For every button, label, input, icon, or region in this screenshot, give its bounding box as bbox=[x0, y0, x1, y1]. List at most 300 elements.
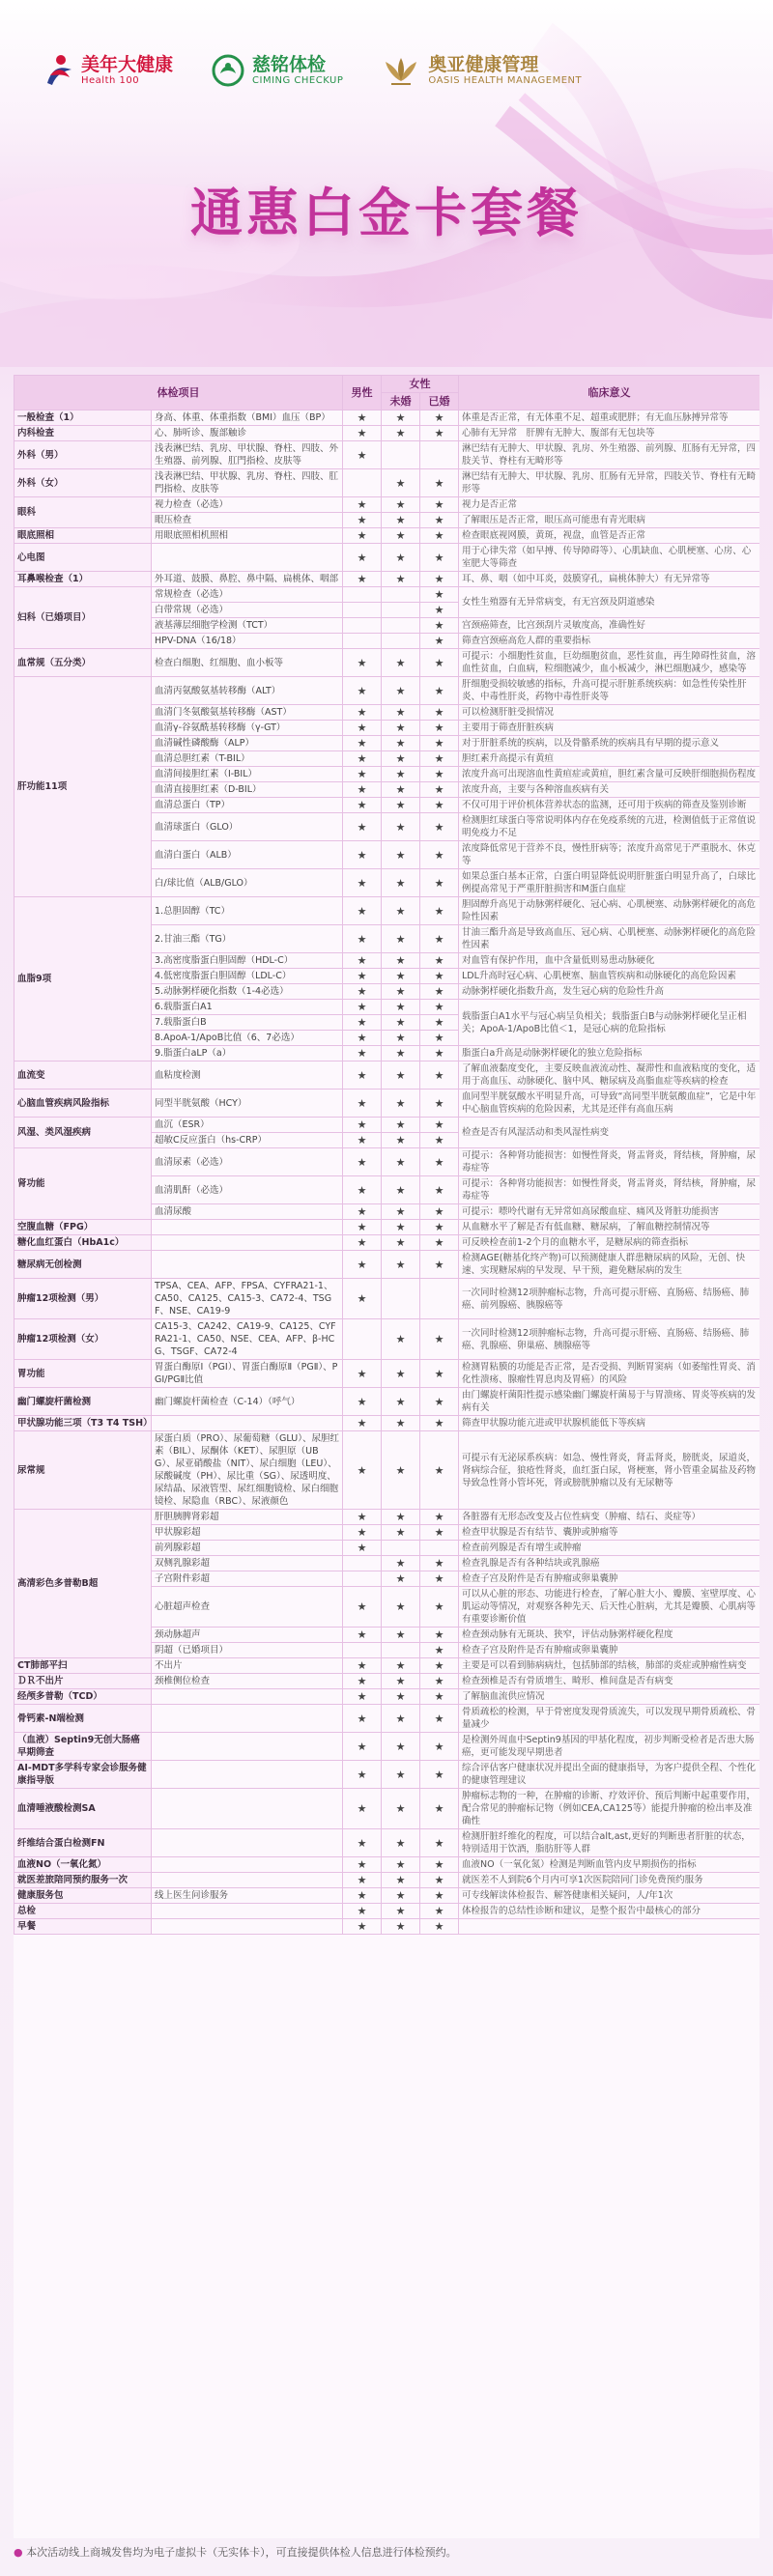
category-cell: 糖化血红蛋白（HbA1c） bbox=[14, 1235, 152, 1251]
item-cell: 线上医生问诊服务 bbox=[152, 1888, 343, 1904]
married-mark: ★ bbox=[420, 677, 459, 705]
unmarried-mark: ★ bbox=[382, 1388, 420, 1416]
unmarried-mark: ★ bbox=[382, 1319, 420, 1360]
married-mark: ★ bbox=[420, 1251, 459, 1279]
unmarried-mark: ★ bbox=[382, 798, 420, 813]
category-cell: 耳鼻喉检查（1） bbox=[14, 572, 152, 587]
category-cell: （血液）Septin9无创大肠癌早期筛查 bbox=[14, 1733, 152, 1761]
male-mark bbox=[343, 1571, 382, 1587]
meaning-cell: 淋巴结有无肿大、甲状腺、乳房、外生殖器、前列腺、肛肠有无异常，四肢关节、脊柱有无畸形等 bbox=[459, 441, 760, 469]
male-mark: ★ bbox=[343, 798, 382, 813]
category-cell: 风湿、类风湿疾病 bbox=[14, 1118, 152, 1148]
item-cell bbox=[152, 1416, 343, 1431]
category-cell: 甲状腺功能三项（T3 T4 TSH） bbox=[14, 1416, 152, 1431]
married-mark: ★ bbox=[420, 544, 459, 572]
unmarried-mark: ★ bbox=[382, 1789, 420, 1829]
item-cell: 血清白蛋白（ALB） bbox=[152, 841, 343, 869]
unmarried-mark: ★ bbox=[382, 813, 420, 841]
unmarried-mark bbox=[382, 603, 420, 618]
male-mark: ★ bbox=[343, 1000, 382, 1015]
meaning-cell: 是检测外周血中Septin9基因的甲基化程度，初步判断受检者是否患大肠癌，更可能发现早期患者 bbox=[459, 1733, 760, 1761]
table-row bbox=[14, 410, 760, 426]
category-cell: 总检 bbox=[14, 1904, 152, 1919]
package-table bbox=[14, 375, 759, 1935]
meaning-cell: 浓度升高，主要与各种溶血疾病有关 bbox=[459, 782, 760, 798]
meaning-cell: 一次同时检测12项肿瘤标志物，升高可提示肝癌、直肠癌、结肠癌、肺癌、乳腺癌、卵巢癌、胰腺癌等 bbox=[459, 1319, 760, 1360]
married-mark: ★ bbox=[420, 618, 459, 634]
unmarried-mark: ★ bbox=[382, 410, 420, 426]
header-meaning: 临床意义 bbox=[459, 376, 760, 410]
unmarried-mark bbox=[382, 1279, 420, 1319]
meaning-cell: 各脏器有无形态改变及占位性病变（肿瘤、结石、炎症等） bbox=[459, 1510, 760, 1525]
married-mark: ★ bbox=[420, 528, 459, 544]
unmarried-mark: ★ bbox=[382, 1204, 420, 1220]
category-cell: 肿瘤12项检测（女） bbox=[14, 1319, 152, 1360]
item-cell: 血清丙氨酸氨基转移酶（ALT） bbox=[152, 677, 343, 705]
footnote bbox=[14, 2544, 457, 2560]
meaning-cell: 检测AGE(糖基化终产物)可以预测健康人群患糖尿病的风险，无创、快速、实现糖尿病的早发现、早干预，避免糖尿病的发生 bbox=[459, 1251, 760, 1279]
table-row bbox=[14, 1789, 760, 1829]
male-mark: ★ bbox=[343, 1031, 382, 1046]
unmarried-mark: ★ bbox=[382, 1733, 420, 1761]
table-row bbox=[14, 1319, 760, 1360]
item-cell: 血清门冬氨酸氨基转移酶（AST） bbox=[152, 705, 343, 721]
category-cell: 糖尿病无创检测 bbox=[14, 1251, 152, 1279]
item-cell bbox=[152, 1235, 343, 1251]
male-mark: ★ bbox=[343, 649, 382, 677]
item-cell: 浅表淋巴结、乳房、甲状腺、脊柱、四肢、外生殖器、前列腺、肛門指检、皮肤等 bbox=[152, 441, 343, 469]
meaning-cell: 用于心律失常（如早搏、传导障碍等）、心肌缺血、心肌梗塞、心房、心室肥大等筛查 bbox=[459, 544, 760, 572]
table-row bbox=[14, 1904, 760, 1919]
male-mark: ★ bbox=[343, 1761, 382, 1789]
unmarried-mark bbox=[382, 441, 420, 469]
married-mark: ★ bbox=[420, 1643, 459, 1658]
unmarried-mark: ★ bbox=[382, 1220, 420, 1235]
meaning-cell: 检查子宫及附件是否有肿瘤或卵巢囊肿 bbox=[459, 1571, 760, 1587]
table-row bbox=[14, 469, 760, 497]
table-row bbox=[14, 649, 760, 677]
item-cell: 血清球蛋白（GLO） bbox=[152, 813, 343, 841]
logo-name: 美年大健康 bbox=[81, 54, 174, 75]
male-mark: ★ bbox=[343, 1510, 382, 1525]
item-cell bbox=[152, 1873, 343, 1888]
item-cell: 幽门螺旋杆菌检查（C-14）（呼气） bbox=[152, 1388, 343, 1416]
item-cell: 白带常规（必选） bbox=[152, 603, 343, 618]
logo-ciming bbox=[212, 54, 343, 87]
married-mark: ★ bbox=[420, 1829, 459, 1857]
item-cell: 同型半胱氨酸（HCY） bbox=[152, 1090, 343, 1118]
item-cell bbox=[152, 1705, 343, 1733]
bullet-icon: ● bbox=[14, 2546, 23, 2559]
married-mark: ★ bbox=[420, 649, 459, 677]
table-row bbox=[14, 528, 760, 544]
category-cell: 肝功能11项 bbox=[14, 677, 152, 897]
meaning-cell: 检测胆红球蛋白等常说明体内存在免疫系统的亢进，检测值低于正常值说明免疫力不足 bbox=[459, 813, 760, 841]
table-row bbox=[14, 1235, 760, 1251]
married-mark: ★ bbox=[420, 1000, 459, 1015]
item-cell: 常规检查（必选） bbox=[152, 587, 343, 603]
item-cell: 液基薄层细胞学检测（TCT） bbox=[152, 618, 343, 634]
male-mark: ★ bbox=[343, 1525, 382, 1541]
unmarried-mark: ★ bbox=[382, 1118, 420, 1133]
table-row bbox=[14, 1388, 760, 1416]
married-mark: ★ bbox=[420, 1628, 459, 1643]
item-cell: 2.甘油三酯（TG） bbox=[152, 925, 343, 953]
male-mark: ★ bbox=[343, 1090, 382, 1118]
unmarried-mark: ★ bbox=[382, 897, 420, 925]
married-mark: ★ bbox=[420, 410, 459, 426]
meaning-cell: 胆固醇升高见于动脉粥样硬化、冠心病、心肌梗塞、动脉粥样硬化的高危险性因素 bbox=[459, 897, 760, 925]
married-mark: ★ bbox=[420, 426, 459, 441]
item-cell: 胃蛋白酶原Ⅰ（PGⅠ）、胃蛋白酶原Ⅱ（PGⅡ）、PGⅠ/PGⅡ比值 bbox=[152, 1360, 343, 1388]
category-cell: 血清唾液酸检测SA bbox=[14, 1789, 152, 1829]
aoya-logo-icon bbox=[382, 54, 420, 87]
unmarried-mark: ★ bbox=[382, 1919, 420, 1935]
meaning-cell: 综合评估客户健康状况并提出全面的健康指导，为客户提供全程、个性化的健康管理建议 bbox=[459, 1761, 760, 1789]
category-cell: 妇科（已婚项目） bbox=[14, 587, 152, 649]
meaning-cell: 可提示：小细胞性贫血，巨幼细胞贫血，恶性贫血，再生障碍性贫血，溶血性贫血，白血病，粒细胞减少，血小板减少，淋巴细胞减少，感染等 bbox=[459, 649, 760, 677]
unmarried-mark: ★ bbox=[382, 649, 420, 677]
married-mark: ★ bbox=[420, 1319, 459, 1360]
item-cell: 血清尿酸 bbox=[152, 1204, 343, 1220]
unmarried-mark: ★ bbox=[382, 1556, 420, 1571]
married-mark: ★ bbox=[420, 1587, 459, 1628]
category-cell: 心脑血管疾病风险指标 bbox=[14, 1090, 152, 1118]
male-mark: ★ bbox=[343, 1705, 382, 1733]
married-mark: ★ bbox=[420, 721, 459, 736]
male-mark: ★ bbox=[343, 969, 382, 984]
item-cell: 肝胆胰脾肾彩超 bbox=[152, 1510, 343, 1525]
unmarried-mark: ★ bbox=[382, 736, 420, 751]
table-row bbox=[14, 1761, 760, 1789]
item-cell: 6.载脂蛋白A1 bbox=[152, 1000, 343, 1015]
male-mark: ★ bbox=[343, 497, 382, 513]
married-mark: ★ bbox=[420, 1118, 459, 1133]
category-cell: 内科检查 bbox=[14, 426, 152, 441]
category-cell: 眼科 bbox=[14, 497, 152, 528]
unmarried-mark: ★ bbox=[382, 751, 420, 767]
married-mark: ★ bbox=[420, 813, 459, 841]
male-mark: ★ bbox=[343, 1148, 382, 1176]
item-cell: 不出片 bbox=[152, 1658, 343, 1674]
male-mark: ★ bbox=[343, 897, 382, 925]
unmarried-mark: ★ bbox=[382, 1000, 420, 1015]
item-cell: 8.ApoA-1/ApoB比值（6、7必选） bbox=[152, 1031, 343, 1046]
married-mark: ★ bbox=[420, 1062, 459, 1090]
item-cell: 4.低密度脂蛋白胆固醇（LDL-C） bbox=[152, 969, 343, 984]
meaning-cell: 可以从心脏的形态、功能进行检查，了解心脏大小、瓣膜、室壁厚度、心肌运动等情况，对观察各种先天、后天性心脏病，尤其是瓣膜、心肌病等有重要诊断价值 bbox=[459, 1587, 760, 1628]
meaning-cell: 检查眼底视网膜，黄斑，视盘，血管是否正常 bbox=[459, 528, 760, 544]
item-cell: 前列腺彩超 bbox=[152, 1541, 343, 1556]
male-mark: ★ bbox=[343, 1689, 382, 1705]
male-mark: ★ bbox=[343, 841, 382, 869]
table-body bbox=[14, 410, 760, 1935]
item-cell bbox=[152, 1857, 343, 1873]
meaning-cell: 浓度降低常见于营养不良，慢性肝病等；浓度升高常见于严重脱水、休克等 bbox=[459, 841, 760, 869]
item-cell: 眼压检查 bbox=[152, 513, 343, 528]
unmarried-mark: ★ bbox=[382, 841, 420, 869]
unmarried-mark: ★ bbox=[382, 1015, 420, 1031]
meaning-cell: 视力是否正常 bbox=[459, 497, 760, 513]
meaning-cell bbox=[459, 1919, 760, 1935]
male-mark: ★ bbox=[343, 751, 382, 767]
married-mark: ★ bbox=[420, 1046, 459, 1062]
unmarried-mark: ★ bbox=[382, 705, 420, 721]
male-mark: ★ bbox=[343, 426, 382, 441]
male-mark: ★ bbox=[343, 721, 382, 736]
meaning-cell: LDL升高时冠心病、心肌梗塞、脑血管疾病和动脉硬化的高危险因素 bbox=[459, 969, 760, 984]
male-mark: ★ bbox=[343, 1919, 382, 1935]
married-mark: ★ bbox=[420, 798, 459, 813]
page-title: 通惠白金卡套餐 bbox=[190, 183, 583, 243]
category-cell: 血常规（五分类） bbox=[14, 649, 152, 677]
male-mark: ★ bbox=[343, 1789, 382, 1829]
table-row bbox=[14, 897, 760, 925]
married-mark: ★ bbox=[420, 1176, 459, 1204]
unmarried-mark: ★ bbox=[382, 1031, 420, 1046]
meaning-cell: 主要用于筛查肝脏疾病 bbox=[459, 721, 760, 736]
male-mark: ★ bbox=[343, 1204, 382, 1220]
meaning-cell: 动脉粥样硬化指数升高，发生冠心病的危险性升高 bbox=[459, 984, 760, 1000]
meaning-cell: 了解脑血流供应情况 bbox=[459, 1689, 760, 1705]
meaning-cell: 筛查甲状腺功能亢进或甲状腺机能低下等疾病 bbox=[459, 1416, 760, 1431]
meaning-cell: 检查前列腺是否有增生或肿瘤 bbox=[459, 1541, 760, 1556]
meaning-cell: 心肺有无异常 肝脾有无肿大、腹部有无包块等 bbox=[459, 426, 760, 441]
meaning-cell: 检查颈动脉有无斑块、狭窄，评估动脉粥样硬化程度 bbox=[459, 1628, 760, 1643]
male-mark: ★ bbox=[343, 1279, 382, 1319]
item-cell: 尿蛋白质（PRO）、尿葡萄糖（GLU）、尿胆红素（BIL）、尿酮体（KET）、尿胆原（UBG）、尿亚硝酸盐（NIT）、尿白细胞（LEU）、尿酸碱度（PH）、尿比重（SG）、尿透明度、尿结晶、尿液管型、尿红细胞镜检、尿白细胞镜检、尿隐血（RBC）、尿液颜色 bbox=[152, 1431, 343, 1510]
married-mark: ★ bbox=[420, 1360, 459, 1388]
male-mark: ★ bbox=[343, 1431, 382, 1510]
category-cell: 早餐 bbox=[14, 1919, 152, 1935]
married-mark: ★ bbox=[420, 1510, 459, 1525]
item-cell: CA15-3、CA242、CA19-9、CA125、CYFRA21-1、CA50、NSE、CEA、AFP、β-HCG、TSGF、CA72-4 bbox=[152, 1319, 343, 1360]
married-mark: ★ bbox=[420, 1431, 459, 1510]
logo-name: 慈铭体检 bbox=[252, 54, 327, 75]
married-mark: ★ bbox=[420, 736, 459, 751]
male-mark: ★ bbox=[343, 736, 382, 751]
unmarried-mark: ★ bbox=[382, 1360, 420, 1388]
category-cell: 高清彩色多普勒B超 bbox=[14, 1510, 152, 1658]
item-cell: 5.动脉粥样硬化指数（1-4必选） bbox=[152, 984, 343, 1000]
meaning-cell: 对血管有保护作用，血中含量低则易患动脉硬化 bbox=[459, 953, 760, 969]
table-row bbox=[14, 1674, 760, 1689]
married-mark: ★ bbox=[420, 1416, 459, 1431]
married-mark: ★ bbox=[420, 1015, 459, 1031]
category-cell: 眼底照相 bbox=[14, 528, 152, 544]
item-cell: 血清尿素（必选） bbox=[152, 1148, 343, 1176]
married-mark bbox=[420, 441, 459, 469]
category-cell: 血脂9项 bbox=[14, 897, 152, 1062]
item-cell: 心脏超声检查 bbox=[152, 1587, 343, 1628]
logo-sub: Health 100 bbox=[81, 75, 140, 86]
unmarried-mark: ★ bbox=[382, 1062, 420, 1090]
married-mark: ★ bbox=[420, 841, 459, 869]
table-row bbox=[14, 1251, 760, 1279]
category-cell: 一般检查（1） bbox=[14, 410, 152, 426]
unmarried-mark: ★ bbox=[382, 1133, 420, 1148]
meaning-cell: 不仅可用于评价机体营养状态的监测，还可用于疾病的筛查及鉴别诊断 bbox=[459, 798, 760, 813]
male-mark: ★ bbox=[343, 767, 382, 782]
unmarried-mark bbox=[382, 618, 420, 634]
unmarried-mark: ★ bbox=[382, 1431, 420, 1510]
item-cell: 身高、体重、体重指数（BMI）血压（BP） bbox=[152, 410, 343, 426]
item-cell: 颈动脉超声 bbox=[152, 1628, 343, 1643]
unmarried-mark: ★ bbox=[382, 1416, 420, 1431]
header-unmarried: 未婚 bbox=[382, 393, 420, 410]
meaning-cell: 检测肝脏纤维化的程度，可以结合alt,ast,更好的判断患者肝脏的状态，特别适用于饮酒，脂肪肝等人群 bbox=[459, 1829, 760, 1857]
male-mark: ★ bbox=[343, 1628, 382, 1643]
table-row bbox=[14, 1360, 760, 1388]
table-row bbox=[14, 587, 760, 603]
unmarried-mark: ★ bbox=[382, 1090, 420, 1118]
male-mark: ★ bbox=[343, 410, 382, 426]
married-mark: ★ bbox=[420, 1689, 459, 1705]
logo-name: 奥亚健康管理 bbox=[428, 54, 539, 75]
meaning-cell: 检查是否有风湿活动和类风湿性病变 bbox=[459, 1118, 760, 1148]
married-mark: ★ bbox=[420, 1857, 459, 1873]
married-mark: ★ bbox=[420, 1733, 459, 1761]
category-cell: 血流变 bbox=[14, 1062, 152, 1090]
logo-bar bbox=[44, 54, 582, 87]
male-mark bbox=[343, 469, 382, 497]
male-mark: ★ bbox=[343, 528, 382, 544]
header-married: 已婚 bbox=[420, 393, 459, 410]
item-cell: 检查白细胞、红细胞、血小板等 bbox=[152, 649, 343, 677]
category-cell: ＤＲ不出片 bbox=[14, 1674, 152, 1689]
unmarried-mark: ★ bbox=[382, 426, 420, 441]
category-cell: 骨钙素-N端检测 bbox=[14, 1705, 152, 1733]
married-mark: ★ bbox=[420, 1658, 459, 1674]
male-mark: ★ bbox=[343, 1829, 382, 1857]
male-mark: ★ bbox=[343, 1220, 382, 1235]
married-mark: ★ bbox=[420, 1090, 459, 1118]
meaning-cell: 检查乳腺是否有各种结块或乳腺癌 bbox=[459, 1556, 760, 1571]
item-cell: 血沉（ESR） bbox=[152, 1118, 343, 1133]
male-mark: ★ bbox=[343, 1235, 382, 1251]
category-cell: 空腹血糖（FPG） bbox=[14, 1220, 152, 1235]
meaning-cell: 可反映检查前1-2个月的血糖水平，是糖尿病的筛查指标 bbox=[459, 1235, 760, 1251]
table-row bbox=[14, 1857, 760, 1873]
item-cell bbox=[152, 1251, 343, 1279]
male-mark: ★ bbox=[343, 1674, 382, 1689]
meaning-cell: 可提示：各种肾功能损害：如慢性肾炎，肾盂肾炎，肾结核，肾肿瘤，尿毒症等 bbox=[459, 1148, 760, 1176]
table-row bbox=[14, 544, 760, 572]
meaning-cell: 浓度升高可出现溶血性黄疸症或黄疸，胆红素含量可反映肝细胞损伤程度 bbox=[459, 767, 760, 782]
meaning-cell: 血液NO（一氧化氮）检测是判断血管内皮早期损伤的指标 bbox=[459, 1857, 760, 1873]
male-mark: ★ bbox=[343, 1587, 382, 1628]
unmarried-mark: ★ bbox=[382, 544, 420, 572]
meaning-cell: 了解眼压是否正常，眼压高可能患有青光眼病 bbox=[459, 513, 760, 528]
married-mark: ★ bbox=[420, 1904, 459, 1919]
item-cell: TPSA、CEA、AFP、FPSA、CYFRA21-1、CA50、CA125、CA15-3、CA72-4、TSGF、NSE、CA19-9 bbox=[152, 1279, 343, 1319]
table-row bbox=[14, 497, 760, 513]
table-row bbox=[14, 1220, 760, 1235]
male-mark: ★ bbox=[343, 984, 382, 1000]
meaning-cell: 女性生殖器有无异常病变，有无宫颈及阴道感染 bbox=[459, 587, 760, 618]
male-mark: ★ bbox=[343, 1118, 382, 1133]
table-row bbox=[14, 1090, 760, 1118]
item-cell: 白/球比值（ALB/GLO） bbox=[152, 869, 343, 897]
table-row bbox=[14, 1416, 760, 1431]
table-row bbox=[14, 1888, 760, 1904]
footnote-text: 本次活动线上商城发售均为电子虚拟卡（无实体卡），可直接提供体检人信息进行体检预约。 bbox=[26, 2546, 457, 2559]
unmarried-mark: ★ bbox=[382, 513, 420, 528]
married-mark: ★ bbox=[420, 497, 459, 513]
married-mark: ★ bbox=[420, 1148, 459, 1176]
meinian-logo-icon bbox=[44, 54, 73, 87]
unmarried-mark: ★ bbox=[382, 1689, 420, 1705]
package-table-card bbox=[14, 375, 759, 2538]
item-cell: 血粘度检测 bbox=[152, 1062, 343, 1090]
category-cell: AI-MDT多学科专家会诊服务健康指导版 bbox=[14, 1761, 152, 1789]
category-cell: 外科（女） bbox=[14, 469, 152, 497]
unmarried-mark: ★ bbox=[382, 1148, 420, 1176]
married-mark: ★ bbox=[420, 603, 459, 618]
married-mark bbox=[420, 1279, 459, 1319]
male-mark bbox=[343, 618, 382, 634]
table-row bbox=[14, 1733, 760, 1761]
meaning-cell: 甘油三酯升高是导致高血压、冠心病、心肌梗塞、动脉粥样硬化的高危险性因素 bbox=[459, 925, 760, 953]
male-mark: ★ bbox=[343, 1541, 382, 1556]
unmarried-mark: ★ bbox=[382, 1705, 420, 1733]
meaning-cell: 骨质疏松的检测，早于骨密度发现骨质流失，可以发现早期骨质疏松、骨量减少 bbox=[459, 1705, 760, 1733]
meaning-cell: 耳、鼻、咽（如中耳炎，鼓膜穿孔，扁桃体肿大）有无异常等 bbox=[459, 572, 760, 587]
item-cell: 血清间接胆红素（I-BIL） bbox=[152, 767, 343, 782]
table-row bbox=[14, 426, 760, 441]
item-cell: 外耳道、鼓膜、鼻腔、鼻中隔、扁桃体、咽部 bbox=[152, 572, 343, 587]
table-row bbox=[14, 1062, 760, 1090]
unmarried-mark: ★ bbox=[382, 1829, 420, 1857]
married-mark: ★ bbox=[420, 1133, 459, 1148]
meaning-cell: 一次同时检测12项肿瘤标志物，升高可提示肝癌、直肠癌、结肠癌、肺癌、前列腺癌、胰腺癌等 bbox=[459, 1279, 760, 1319]
married-mark: ★ bbox=[420, 1888, 459, 1904]
meaning-cell: 可提示有无泌尿系疾病：如急、慢性肾炎，肾盂肾炎，膀胱炎，尿道炎，肾病综合征，狼疮性肾炎，血红蛋白尿，肾梗塞，肾小管重金属盐及药物导致急性肾小管坏死，肾或膀胱肿瘤以及有无尿糖等 bbox=[459, 1431, 760, 1510]
category-cell: 健康服务包 bbox=[14, 1888, 152, 1904]
male-mark: ★ bbox=[343, 1062, 382, 1090]
married-mark: ★ bbox=[420, 469, 459, 497]
male-mark: ★ bbox=[343, 544, 382, 572]
male-mark: ★ bbox=[343, 925, 382, 953]
table-row bbox=[14, 677, 760, 705]
header-male: 男性 bbox=[343, 376, 382, 410]
male-mark: ★ bbox=[343, 1176, 382, 1204]
married-mark: ★ bbox=[420, 897, 459, 925]
married-mark: ★ bbox=[420, 1525, 459, 1541]
unmarried-mark: ★ bbox=[382, 1235, 420, 1251]
male-mark bbox=[343, 603, 382, 618]
item-cell bbox=[152, 1733, 343, 1761]
item-cell bbox=[152, 1789, 343, 1829]
meaning-cell: 肝细胞受损较敏感的指标，升高可提示肝脏系统疾病：如急性传染性肝炎、中毒性肝炎，药物中毒性肝炎等 bbox=[459, 677, 760, 705]
married-mark: ★ bbox=[420, 969, 459, 984]
meaning-cell: 体重是否正常，有无体重不足、超重或肥胖；有无血压脉搏异常等 bbox=[459, 410, 760, 426]
married-mark: ★ bbox=[420, 1204, 459, 1220]
unmarried-mark: ★ bbox=[382, 497, 420, 513]
male-mark: ★ bbox=[343, 813, 382, 841]
male-mark: ★ bbox=[343, 1873, 382, 1888]
item-cell: 血清肌酐（必选） bbox=[152, 1176, 343, 1204]
table-row bbox=[14, 1873, 760, 1888]
item-cell: 心、肺听诊、腹部触诊 bbox=[152, 426, 343, 441]
category-cell: 经颅多普勒（TCD） bbox=[14, 1689, 152, 1705]
ciming-logo-icon bbox=[212, 54, 244, 87]
married-mark: ★ bbox=[420, 1388, 459, 1416]
meaning-cell: 脂蛋白a升高是动脉粥样硬化的独立危险指标 bbox=[459, 1046, 760, 1062]
meaning-cell: 检查颈椎是否有骨质增生、畸形、椎间盘是否有病变 bbox=[459, 1674, 760, 1689]
unmarried-mark: ★ bbox=[382, 1525, 420, 1541]
item-cell bbox=[152, 1220, 343, 1235]
